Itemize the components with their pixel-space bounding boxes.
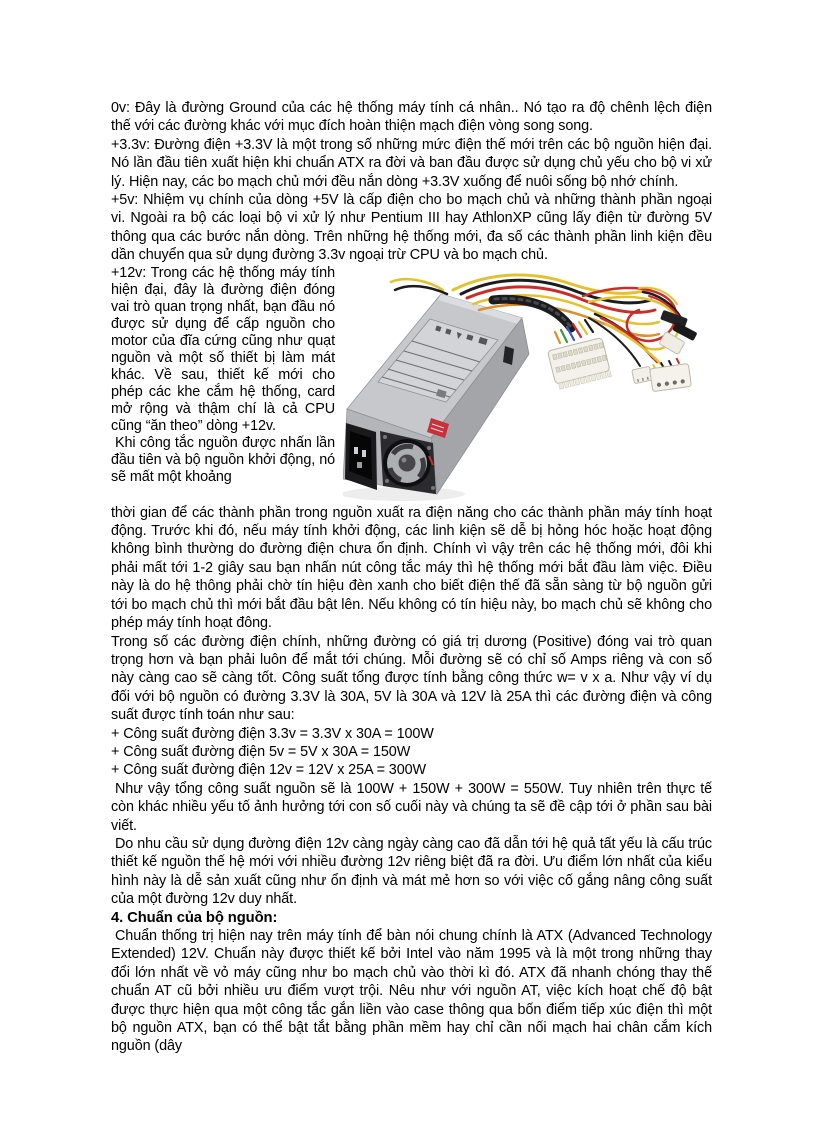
para-positive-rails: Trong số các đường điện chính, những đường có giá trị dương (Positive) đóng vai trò quan trọng hơn và bạn phải luôn để mắt tới chúng. Mỗi đường sẽ có chỉ số Amps riêng và con số này càng cao sẽ càng tốt. Công suất tổng được tính bằng công thức w= v x a. Như vậy ví dụ đối với bộ nguồn có đường 3.3V là 30A, 5V là 30A và 12V là 25A thì các đường điện và công suất được tính toán như sau:	[111, 633, 712, 724]
para-multiple-12v-rails: Do nhu cầu sử dụng đường điện 12v càng ngày càng cao đã dẫn tới hệ quả tất yếu là cấu trúc thiết kế nguồn thế hệ mới với nhiều đường 12v riêng biệt đã ra đời. Ưu điểm lớn nhất của kiểu hình này là dễ sản xuất cũng như ổn định và mát mẻ hơn so với việc cố gắng nâng công suất của một đường 12v duy nhất.	[111, 835, 712, 908]
floppy-connector	[632, 366, 653, 383]
molex-connector	[649, 356, 692, 391]
para-total-wattage: Như vậy tổng công suất nguồn sẽ là 100W + 150W + 300W = 550W. Tuy nhiên trên thực tế còn khác nhiều yếu tố ảnh hưởng tới con số cuối này và chúng ta sẽ đề cập tới ở phần sau bài viết.	[111, 780, 712, 834]
text-image-wrap-section	[111, 265, 712, 504]
para-power-on: Khi công tắc nguồn được nhấn lần đầu tiên và bộ nguồn khởi động, nó sẽ mất một khoảng	[111, 434, 335, 485]
para-0v-ground: 0v: Đây là đường Ground của các hệ thống máy tính cá nhân.. Nó tạo ra độ chênh lệch điện thế với các đường khác với mục đích hoàn thiện mạch điện vòng song song.	[111, 100, 712, 135]
formula-12v: + Công suất đường điện 12v = 12V x 25A = 300W	[111, 762, 426, 779]
para-power-on-continued: thời gian để các thành phần trong nguồn xuất ra điện năng cho các thành phần máy tính hoạt động. Trước khi đó, nếu máy tính khởi động, các linh kiện sẽ dễ bị hỏng hóc hoặc hoạt động không bình thường do đường điện chưa ổn định. Chính vì vậy trên các hệ thống mới, đôi khi phải mất tới 1-2 giây sau bạn nhấn nút công tắc máy thì hệ thống mới bắt đầu làm việc. Điều này là do hệ thông phải chờ tín hiệu đèn xanh cho biết điện thế đã sẵn sàng từ bộ nguồn gửi tới bo mạch chủ thì mới bắt đầu bật lên. Nếu không có tín hiệu này, bo mạch chủ sẽ không cho phép máy tính hoạt đông.	[111, 504, 712, 632]
formula-3v3: + Công suất đường điện 3.3v = 3.3V x 30A = 100W	[111, 725, 434, 742]
para-atx-standard: Chuẩn thống trị hiện nay trên máy tính để bàn nói chung chính là ATX (Advanced Technology Extended) 12V. Chuẩn này được thiết kế bởi Intel vào năm 1995 và là một trong những thay đổi lớn nhất về vỏ máy cũng như bo mạch chủ vào thời kì đó. ATX đã nhanh chóng thay thế chuẩn AT cũ bởi nhiều ưu điểm vượt trội. Nêu như với nguồn AT, việc kích hoạt chế độ bật được thực hiện qua một công tắc gắn liền vào case thông qua bốn điểm tiếp xúc điện thì một bộ nguồn ATX, bạn có thể bật tắt bằng phần mềm hay chỉ cần nối mạch hai chân cắm kích nguồn (dây	[111, 928, 712, 1055]
wrapped-text-column	[111, 265, 335, 486]
atx-20pin-connector	[547, 337, 611, 389]
formula-5v: + Công suất đường điện 5v = 5V x 30A = 150W	[111, 743, 411, 760]
para-5v-rail: +5v: Nhiệm vụ chính của dòng +5V là cấp điện cho bo mạch chủ và những thành phần ngoại vi. Ngoài ra bộ các loại bộ vi xử lý như Pentium III hay AthlonXP cũng lấy điện từ đường 5V thông qua các bước nắn dòng. Trên những hệ thống mới, đa số các thành phần linh kiện đều dần chuyển qua sử dụng đường 3.3v ngoại trừ CPU và bo mạch chủ.	[111, 192, 712, 264]
para-12v-rail: +12v: Trong các hệ thống máy tính hiện đại, đây là đường điện đóng vai trò quan trọng nhất, bạn đầu nó được sử dụng để cấp nguồn cho motor của đĩa cứng cũng như quạt nguồn và một số thiết bị làm mát khác. Về sau, thiết kế mới cho phép các khe cắm hệ thống, card mở rộng và thậm chí là cả CPU cũng “ăn theo” dòng +12v.	[111, 264, 335, 434]
ac-inlet-socket	[345, 423, 377, 490]
heading-psu-standard: 4. Chuẩn của bộ nguồn:	[111, 909, 278, 926]
document-body	[111, 99, 712, 1056]
psu-photo	[343, 266, 712, 504]
para-3v3-rail: +3.3v: Đường điện +3.3V là một trong số những mức điện thế mới trên các bộ nguồn hiện đại. Nó lần đầu tiên xuất hiện khi chuẩn ATX ra đời và ban đầu được sử dụng chủ yếu cho bộ vi xử lý. Hiện nay, các bo mạch chủ mới đều nắn dòng +3.3V xuống để nuôi sống bộ nhớ chính.	[111, 136, 712, 190]
